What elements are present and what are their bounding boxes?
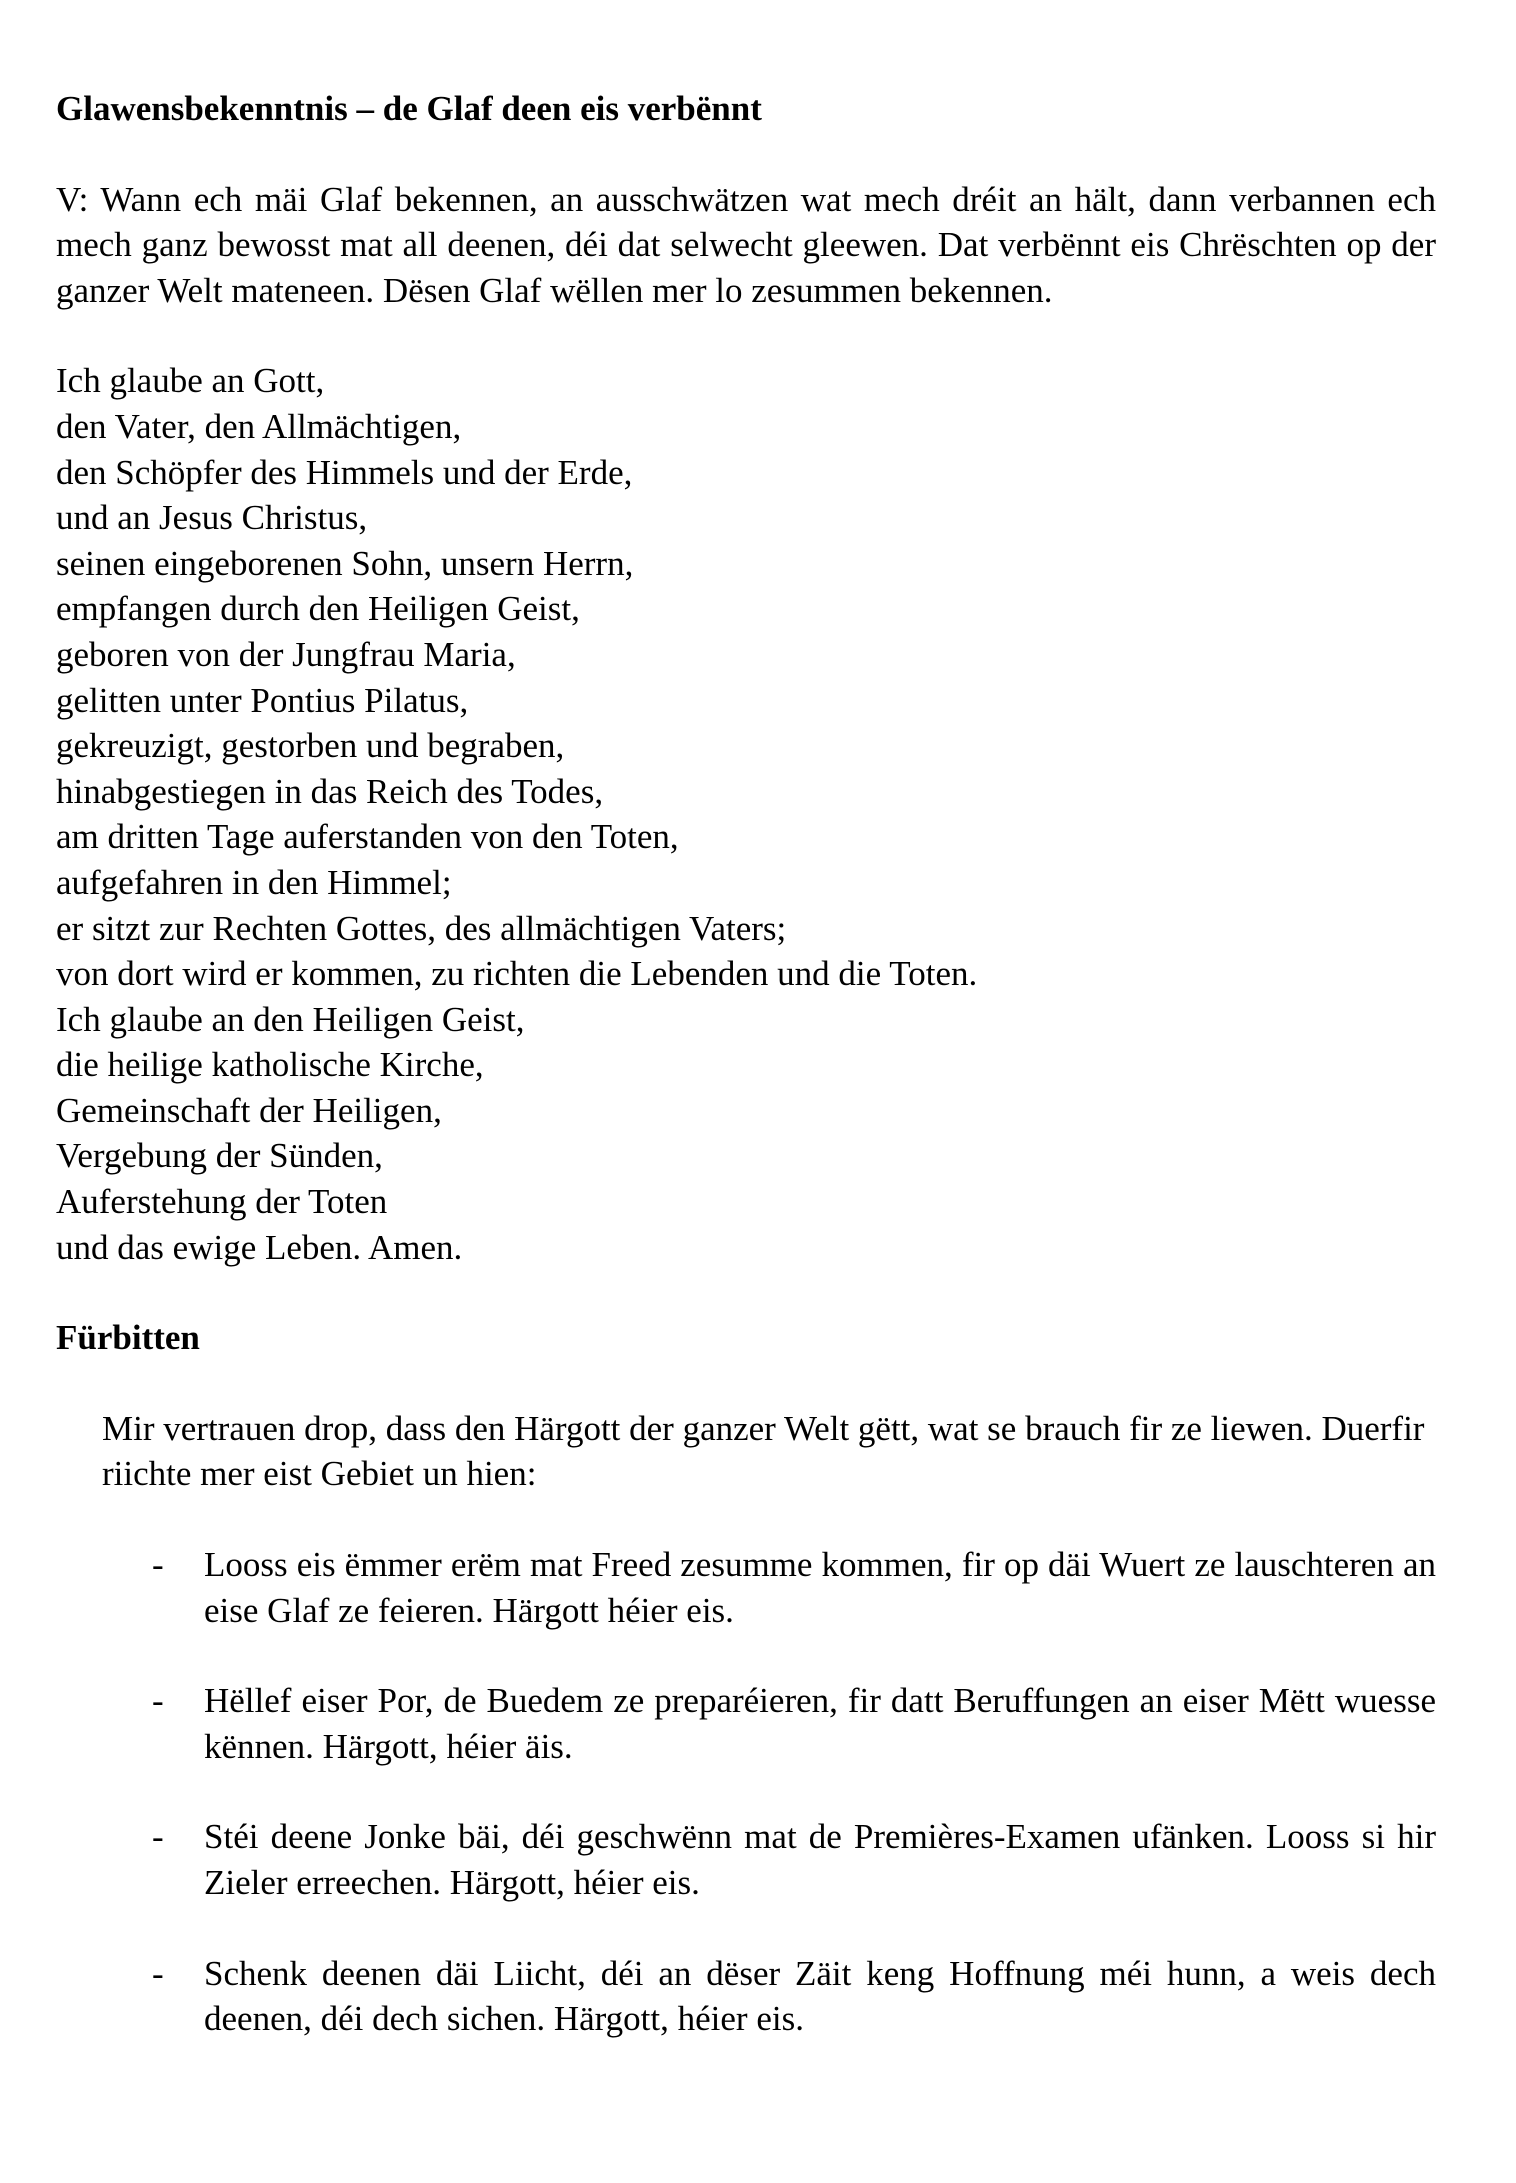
creed-line: und an Jesus Christus, [56,498,368,538]
creed-line: aufgefahren in den Himmel; [56,862,452,902]
creed-line: von dort wird er kommen, zu richten die Lebenden und die Toten. [56,954,978,994]
creed-line: er sitzt zur Rechten Gottes, des allmächtigen Vaters; [56,908,787,948]
creed-line: und das ewige Leben. Amen. [56,1227,463,1267]
creed-line: Auferstehung der Toten [56,1182,388,1222]
creed-introduction: V: Wann ech mäi Glaf bekennen, an ausschwätzen wat mech dréit an hält, dann verbannen ech mech ganz bewosst mat all deenen, déi dat selwecht gleewen. Dat verbënnt eis Chrëschten op der ganzer Welt mateneen. Dësen Glaf wëllen mer lo zesummen bekennen. [56,179,1436,310]
intercessions-introduction: Mir vertrauen drop, dass den Härgott der ganzer Welt gëtt, wat se brauch fir ze liewen. Duerfir riichte mer eist Gebiet un hien: [102,1408,1425,1494]
creed-line: hinabgestiegen in das Reich des Todes, [56,771,604,811]
intercessions-heading: Fürbitten [56,1318,200,1358]
creed-line: am dritten Tage auferstanden von den Toten, [56,817,679,857]
intercession-text: Looss eis ëmmer erëm mat Freed zesumme kommen, fir op däi Wuert ze lauschteren an eise Glaf ze feieren. Härgott héier eis. [204,1545,1436,1630]
intercession-text: Hëllef eiser Por, de Buedem ze preparéieren, fir datt Beruffungen an eiser Mëtt wuesse kënnen. Härgott, héier äis. [204,1681,1436,1766]
creed-text [56,358,1436,1270]
creed-line: Vergebung der Sünden, [56,1136,383,1176]
creed-line: Ich glaube an den Heiligen Geist, [56,999,525,1039]
creed-line: seinen eingeborenen Sohn, unsern Herrn, [56,543,634,583]
list-item [56,1542,1436,1633]
list-item [56,1814,1436,1905]
creed-line: Gemeinschaft der Heiligen, [56,1090,442,1130]
list-item [56,1951,1436,2042]
creed-line: empfangen durch den Heiligen Geist, [56,589,580,629]
list-item [56,1678,1436,1769]
creed-line: geboren von der Jungfrau Maria, [56,634,516,674]
creed-line: die heilige katholische Kirche, [56,1045,484,1085]
list-dash: - [152,1545,164,1585]
list-dash: - [152,1817,164,1857]
creed-heading: Glawensbekenntnis – de Glaf deen eis verbënnt [56,89,762,128]
creed-line: gelitten unter Pontius Pilatus, [56,680,469,720]
creed-line: den Schöpfer des Himmels und der Erde, [56,452,633,492]
creed-line: Ich glaube an Gott, [56,361,325,401]
creed-line: gekreuzigt, gestorben und begraben, [56,726,565,766]
page-content [56,86,1436,2087]
intercessions-list [56,1542,1436,2042]
list-dash: - [152,1953,164,1993]
intercession-text: Schenk deenen däi Liicht, déi an dëser Zäit keng Hoffnung méi hunn, a weis dech deenen, déi dech sichen. Härgott, héier eis. [204,1953,1436,2039]
list-dash: - [152,1681,164,1721]
intercession-text: Stéi deene Jonke bäi, déi geschwënn mat de Premières-Examen ufänken. Looss si hir Zieler erreechen. Härgott, héier eis. [204,1817,1436,1902]
creed-line: den Vater, den Allmächtigen, [56,406,462,446]
